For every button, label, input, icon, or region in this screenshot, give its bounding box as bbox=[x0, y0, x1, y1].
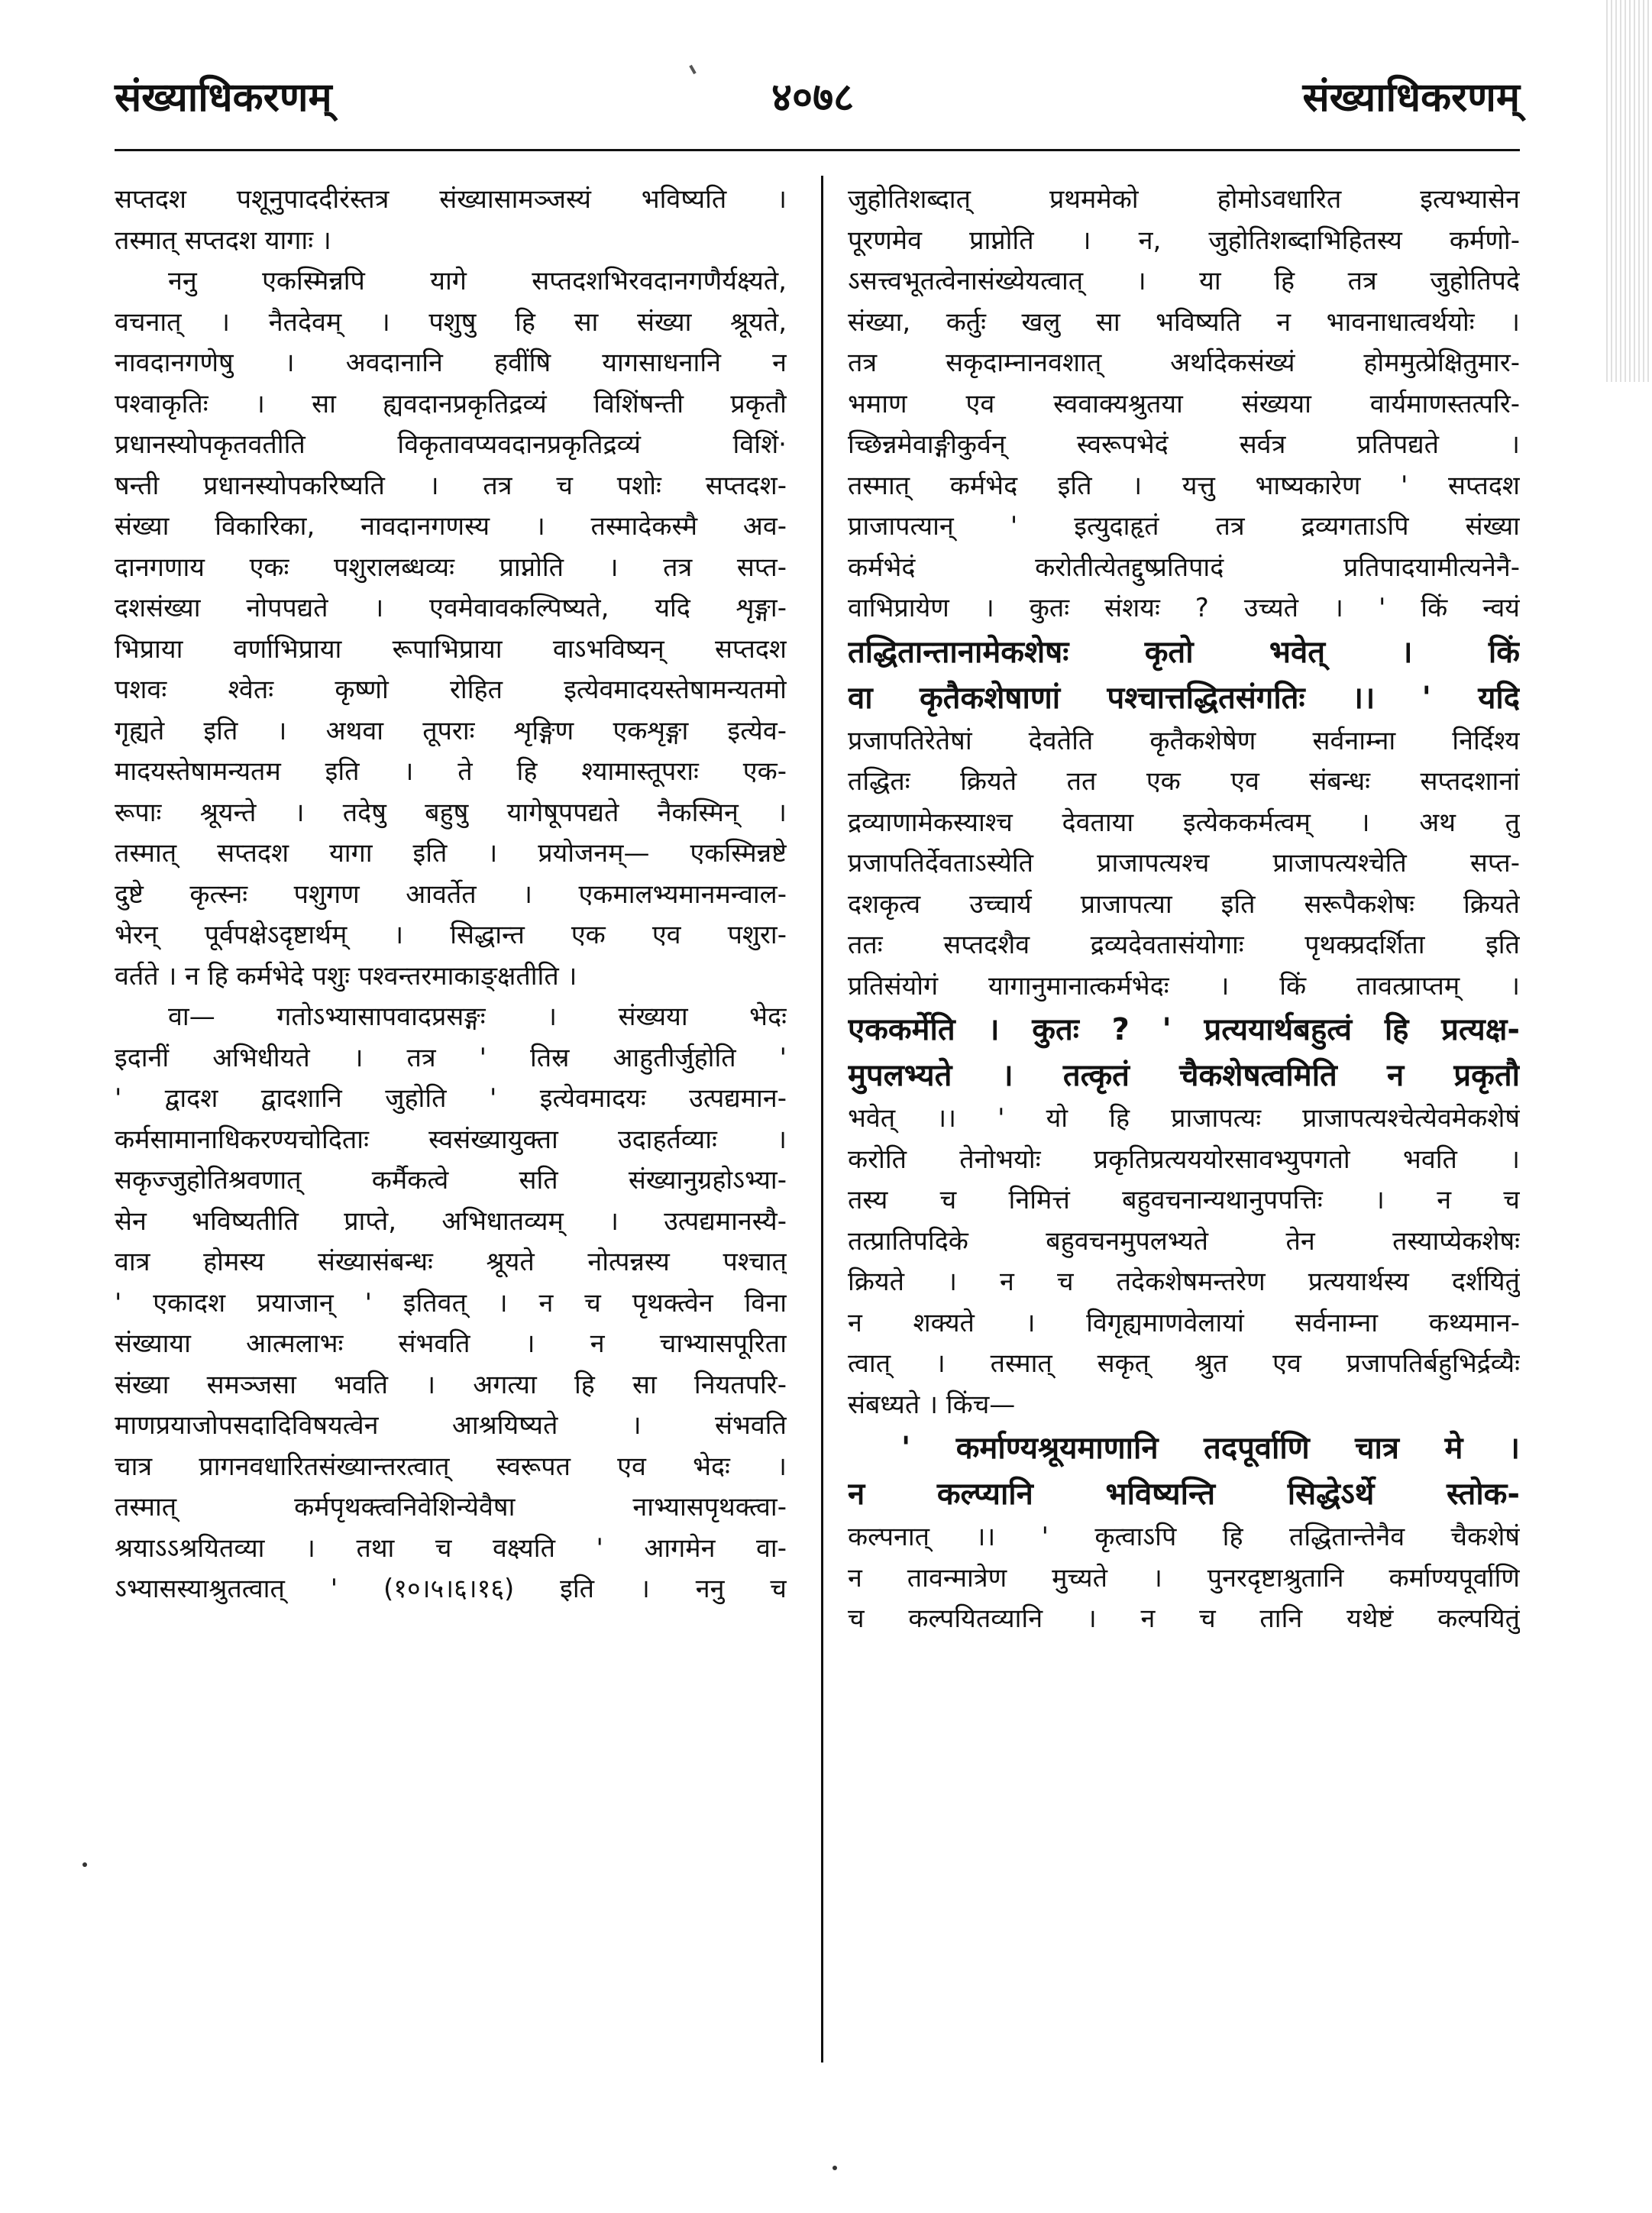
text-line: च कल्पयितव्यानि । न च तानि यथेष्टं कल्पयितुं bbox=[848, 1603, 1520, 1634]
text-line: क्रियते । न च तदेकशेषमन्तरेण प्रत्ययार्थस्य दर्शयितुं bbox=[848, 1267, 1520, 1297]
text-line: संख्या समञ्जसा भवति । अगत्या हि सा नियतपरि- bbox=[115, 1369, 787, 1400]
text-line: दुष्टे कृत्स्नः पशुगण आवर्तेत । एकमालभ्यमानमन्वाल- bbox=[115, 878, 787, 910]
text-line: इदानीं अभिधीयते । तत्र ' तिस्र आहुतीर्जुहोति ' bbox=[115, 1042, 787, 1073]
text-line: तत्र सकृदाम्नानवशात् अर्थादेकसंख्यं होममुत्प्रेक्षितुमार- bbox=[848, 348, 1520, 378]
footer-mark bbox=[832, 2166, 837, 2170]
text-line: प्रजापतिरेतेषां देवतेति कृतैकशेषेण सर्वनाम्ना निर्दिश्य bbox=[848, 725, 1520, 756]
text-line: संख्या विकारिका, नावदानगणस्य । तस्मादेकस्मै अव- bbox=[115, 511, 787, 542]
text-line: प्रधानस्योपकृतवतीति विकृतावप्यवदानप्रकृतिद्रव्यं विशिं· bbox=[115, 429, 787, 460]
text-line: वा— गतोऽभ्यासापवादप्रसङ्गः । संख्यया भेदः bbox=[168, 1001, 787, 1032]
text-line: कर्मसामानाधिकरण्यचोदिताः स्वसंख्यायुक्ता उदाहर्तव्याः । bbox=[115, 1124, 787, 1155]
text-line: सकृज्जुहोतिश्रवणात् कर्मैकत्वे सति संख्यानुग्रहोऽभ्या- bbox=[115, 1165, 787, 1195]
text-line: एककर्मेति । कुतः ? ' प्रत्ययार्थबहुत्वं हि प्रत्यक्ष- bbox=[848, 1012, 1520, 1047]
text-line: तद्धितान्तानामेकशेषः कृतो भवेत् । किं bbox=[848, 634, 1520, 670]
text-line: दशकृत्व उच्चार्य प्राजापत्या इति सरूपैकशेषः क्रियते bbox=[848, 888, 1520, 920]
text-line: च्छिन्नमेवाङ्गीकुर्वन् स्वरूपभेदं सर्वत्र प्रतिपद्यते । bbox=[848, 429, 1520, 460]
text-line: पशवः श्वेतः कृष्णो रोहित इत्येवमादयस्तेषामन्यतमो bbox=[115, 675, 787, 705]
text-line: दशसंख्या नोपपद्यते । एवमेवावकल्पिष्यते, यदि शृङ्गा- bbox=[115, 593, 787, 623]
text-line: भमाण एव स्ववाक्यश्रुतया संख्यया वार्यमाणस्तत्परि- bbox=[848, 388, 1520, 419]
text-line: वचनात् । नैतदेवम् । पशुषु हि सा संख्या श्रूयते, bbox=[115, 306, 787, 338]
text-line: संख्याया आत्मलाभः संभवति । न चाभ्यासपूरिता bbox=[115, 1328, 787, 1359]
text-line: तस्मात् सप्तदश यागाः । bbox=[115, 225, 331, 256]
text-line: पूरणमेव प्राप्नोति । न, जुहोतिशब्दाभिहितस्य कर्मणो- bbox=[848, 225, 1520, 256]
text-line: न तावन्मात्रेण मुच्यते । पुनरदृष्टाश्रुतानि कर्माण्यपूर्वाणि bbox=[848, 1562, 1520, 1593]
text-line: वा कृतैकशेषाणां पश्चात्तद्धितसंगतिः ।। ' यदि bbox=[848, 680, 1520, 716]
text-line: प्रजापतिर्देवताऽस्येति प्राजापत्यश्च प्राजापत्यश्चेति सप्त- bbox=[848, 848, 1520, 878]
text-line: वर्तते । न हि कर्मभेदे पशुः पश्वन्तरमाकाङ्क्षतीति । bbox=[115, 960, 577, 992]
text-line: सेन भविष्यतीति प्राप्ते, अभिधातव्यम् । उत्पद्यमानस्यै- bbox=[115, 1205, 787, 1237]
left-column bbox=[115, 180, 787, 1610]
text-line: रूपाः श्रूयन्ते । तदेषु बहुषु यागेषूपपद्यते नैकस्मिन् । bbox=[115, 797, 787, 828]
text-line: भेरन् पूर्वपक्षेऽदृष्टार्थम् । सिद्धान्त एक एव पशुरा- bbox=[115, 920, 787, 950]
text-line: भिप्राया वर्णाभिप्राया रूपाभिप्राया वाऽभविष्यन् सप्तदश bbox=[115, 633, 787, 665]
page-header bbox=[115, 69, 1520, 130]
text-line: मादयस्तेषामन्यतम इति । ते हि श्यामास्तूपराः एक- bbox=[115, 756, 787, 787]
scan-edge-noise bbox=[1606, 0, 1652, 382]
text-line: पश्वाकृतिः । सा ह्यवदानप्रकृतिद्रव्यं विशिंषन्ती प्रकृतौ bbox=[115, 388, 787, 419]
text-line: भवेत् ।। ' यो हि प्राजापत्यः प्राजापत्यश्चेत्येवमेकशेषं bbox=[848, 1103, 1520, 1134]
text-line: ' कर्माण्यश्रूयमाणानि तदपूर्वाणि चात्र मे । bbox=[901, 1431, 1520, 1466]
text-line: दानगणाय एकः पशुरालब्धव्यः प्राप्नोति । तत्र सप्त- bbox=[115, 552, 787, 583]
text-line: प्राजापत्यान् ' इत्युदाहृतं तत्र द्रव्यगताऽपि संख्या bbox=[848, 511, 1520, 542]
text-line: तस्य च निमित्तं बहुवचनान्यथानुपपत्तिः । न च bbox=[848, 1185, 1520, 1215]
text-line: त्वात् । तस्मात् सकृत् श्रुत एव प्रजापतिर्बहुभिर्द्रव्यैः bbox=[848, 1348, 1520, 1379]
text-line: न कल्प्यानि भविष्यन्ति सिद्धेऽर्थे स्तोक- bbox=[848, 1477, 1520, 1512]
text-line: सप्तदश पशूनुपाददीरंस्तत्र संख्यासामञ्जस्यं भविष्यति । bbox=[115, 184, 787, 215]
text-line: संख्या, कर्तुः खलु सा भविष्यति न भावनाधात्वर्थयोः । bbox=[848, 306, 1520, 338]
text-line: तस्मात् कर्मपृथक्त्वनिवेशिन्येवैषा नाभ्यासपृथक्त्वा- bbox=[115, 1492, 787, 1522]
text-line: संबध्यते । किंच— bbox=[848, 1389, 1016, 1420]
page-number: ४०७८ bbox=[771, 75, 855, 121]
text-line: वाभिप्रायेण । कुतः संशयः ? उच्यते । ' किं न्वयं bbox=[848, 593, 1520, 623]
text-line: ' द्वादश द्वादशानि जुहोति ' इत्येवमादयः उत्पद्यमान- bbox=[115, 1083, 787, 1114]
text-line: कल्पनात् ।। ' कृत्वाऽपि हि तद्धितान्तेनैव चैकशेषं bbox=[848, 1522, 1520, 1552]
text-line: तद्धितः क्रियते तत एक एव संबन्धः सप्तदशानां bbox=[848, 766, 1520, 797]
header-rule bbox=[115, 149, 1520, 151]
text-line: मुपलभ्यते । तत्कृतं चैकशेषत्वमिति न प्रकृतौ bbox=[848, 1058, 1520, 1093]
text-line: तत्प्रातिपदिके बहुवचनमुपलभ्यते तेन तस्याप्येकशेषः bbox=[848, 1225, 1520, 1257]
text-line: ऽभ्यासस्याश्रुतत्वात् ' (१०।५।६।१६) इति । ननु च bbox=[115, 1574, 787, 1604]
text-line: चात्र प्रागनवधारितसंख्यान्तरत्वात् स्वरूपत एव भेदः । bbox=[115, 1451, 787, 1482]
text-line: ऽसत्त्वभूतत्वेनासंख्येयत्वात् । या हि तत्र जुहोतिपदे bbox=[848, 266, 1520, 296]
column-divider bbox=[821, 176, 823, 2063]
text-line: गृह्यते इति । अथवा तूपराः शृङ्गिण एकशृङ्गा इत्येव- bbox=[115, 715, 787, 746]
text-line: ततः सप्तदशैव द्रव्यदेवतासंयोगाः पृथक्प्रदर्शिता इति bbox=[848, 930, 1520, 960]
running-head-right: संख्याधिकरणम् bbox=[1302, 75, 1520, 121]
text-line: श्रयाऽऽश्रयितव्या । तथा च वक्ष्यति ' आगमेन वा- bbox=[115, 1532, 787, 1564]
text-line: तस्मात् कर्मभेद इति । यत्तु भाष्यकारेण ' सप्तदश bbox=[848, 470, 1520, 501]
margin-dot bbox=[82, 1862, 87, 1867]
text-line: न शक्यते । विगृह्यमाणवेलायां सर्वनाम्ना कथ्यमान- bbox=[848, 1307, 1520, 1338]
text-line: द्रव्याणामेकस्याश्च देवताया इत्येककर्मत्वम् । अथ तु bbox=[848, 807, 1520, 838]
right-column bbox=[848, 180, 1520, 1640]
text-line: प्रतिसंयोगं यागानुमानात्कर्मभेदः । किं तावत्प्राप्तम् । bbox=[848, 970, 1520, 1001]
text-line: ननु एकस्मिन्नपि यागे सप्तदशभिरवदानगणैर्यक्ष्यते, bbox=[168, 266, 787, 296]
text-line: वात्र होमस्य संख्यासंबन्धः श्रूयते नोत्पन्नस्य पश्चात् bbox=[115, 1247, 787, 1277]
text-line: कर्मभेदं करोतीत्येतद्दुष्प्रतिपादं प्रतिपादयामीत्यनेनै- bbox=[848, 552, 1520, 583]
text-line: षन्ती प्रधानस्योपकरिष्यति । तत्र च पशोः सप्तदश- bbox=[115, 470, 787, 501]
text-line: ' एकादश प्रयाजान् ' इतिवत् । न च पृथक्त्वेन विना bbox=[115, 1287, 787, 1318]
text-line: करोति तेनोभयोः प्रकृतिप्रत्यययोरसावभ्युपगतो भवति । bbox=[848, 1144, 1520, 1175]
text-line: जुहोतिशब्दात् प्रथममेको होमोऽवधारित इत्यभ्यासेन bbox=[848, 184, 1520, 215]
text-line: नावदानगणेषु । अवदानानि हवींषि यागसाधनानि न bbox=[115, 348, 787, 378]
text-line: माणप्रयाजोपसदादिविषयत्वेन आश्रयिष्यते । संभवति bbox=[115, 1410, 787, 1441]
running-head-left: संख्याधिकरणम् bbox=[115, 75, 332, 121]
text-line: तस्मात् सप्तदश यागा इति । प्रयोजनम्— एकस्मिन्नष्टे bbox=[115, 838, 787, 869]
